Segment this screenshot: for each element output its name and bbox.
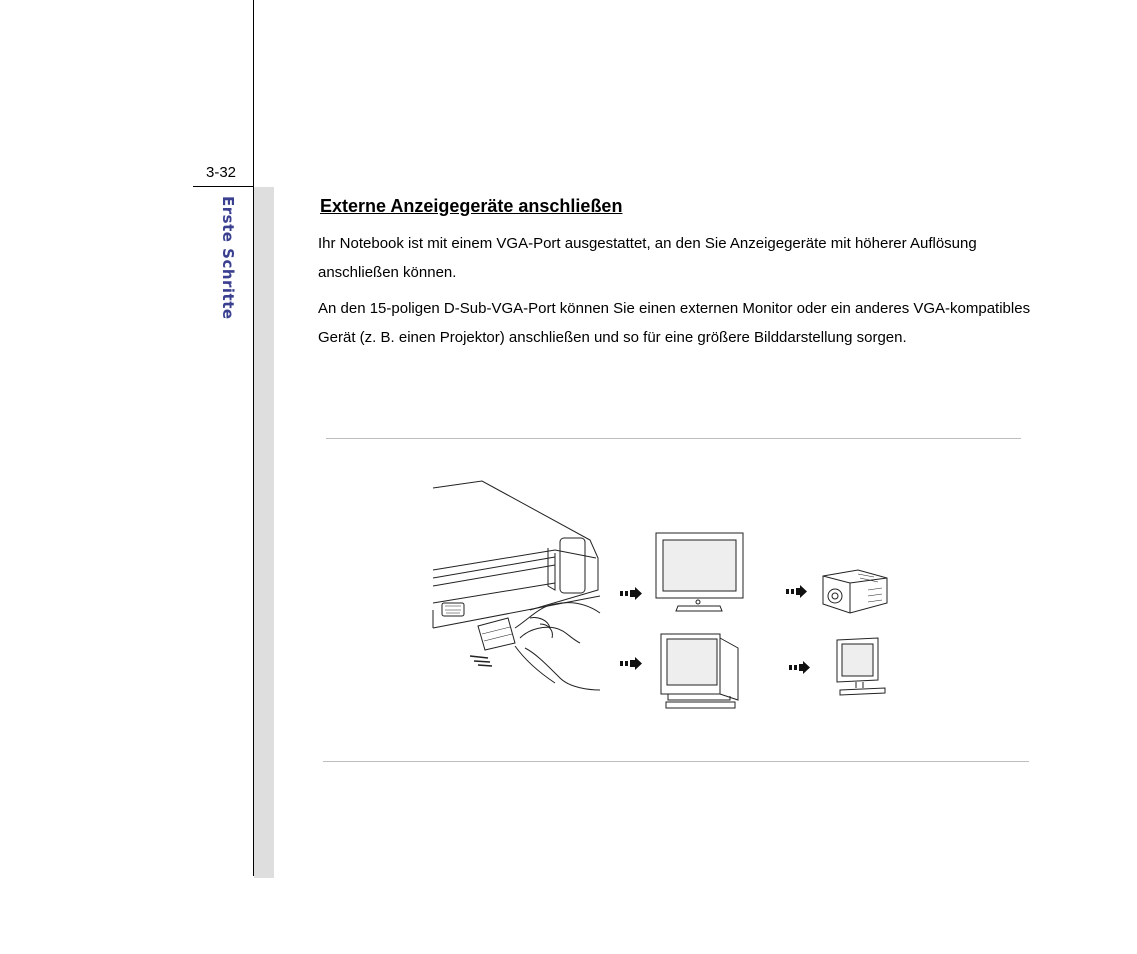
vga-connection-illustration (430, 478, 900, 718)
section-title: Externe Anzeigegeräte anschließen (320, 196, 623, 216)
page-number: 3-32 (206, 164, 237, 181)
intro-paragraph: Ihr Notebook ist mit einem VGA-Port ausgestattet, an den Sie Anzeigegeräte mit höherer Auflösung anschließen können. (318, 235, 977, 281)
vga-paragraph: An den 15-poligen D-Sub-VGA-Port können Sie einen externen Monitor oder ein anderes VGA-kompatibles Gerät (z. B. einen Projektor) anschließen und so für eine größere Bilddarstellung sorgen. (318, 300, 1031, 346)
page-number-underline (193, 186, 254, 187)
crt-monitor-illustration (661, 634, 738, 708)
lcd-monitor-illustration (837, 638, 885, 695)
projector-illustration (823, 570, 887, 613)
lcd-tv-illustration (656, 533, 743, 611)
side-gray-band (254, 187, 274, 878)
hand-with-vga-plug-illustration (470, 603, 600, 690)
figure-bottom-rule (323, 761, 1029, 762)
notebook-illustration (433, 481, 600, 628)
chapter-side-label: Erste Schritte (219, 196, 237, 320)
figure-top-rule (326, 438, 1021, 439)
